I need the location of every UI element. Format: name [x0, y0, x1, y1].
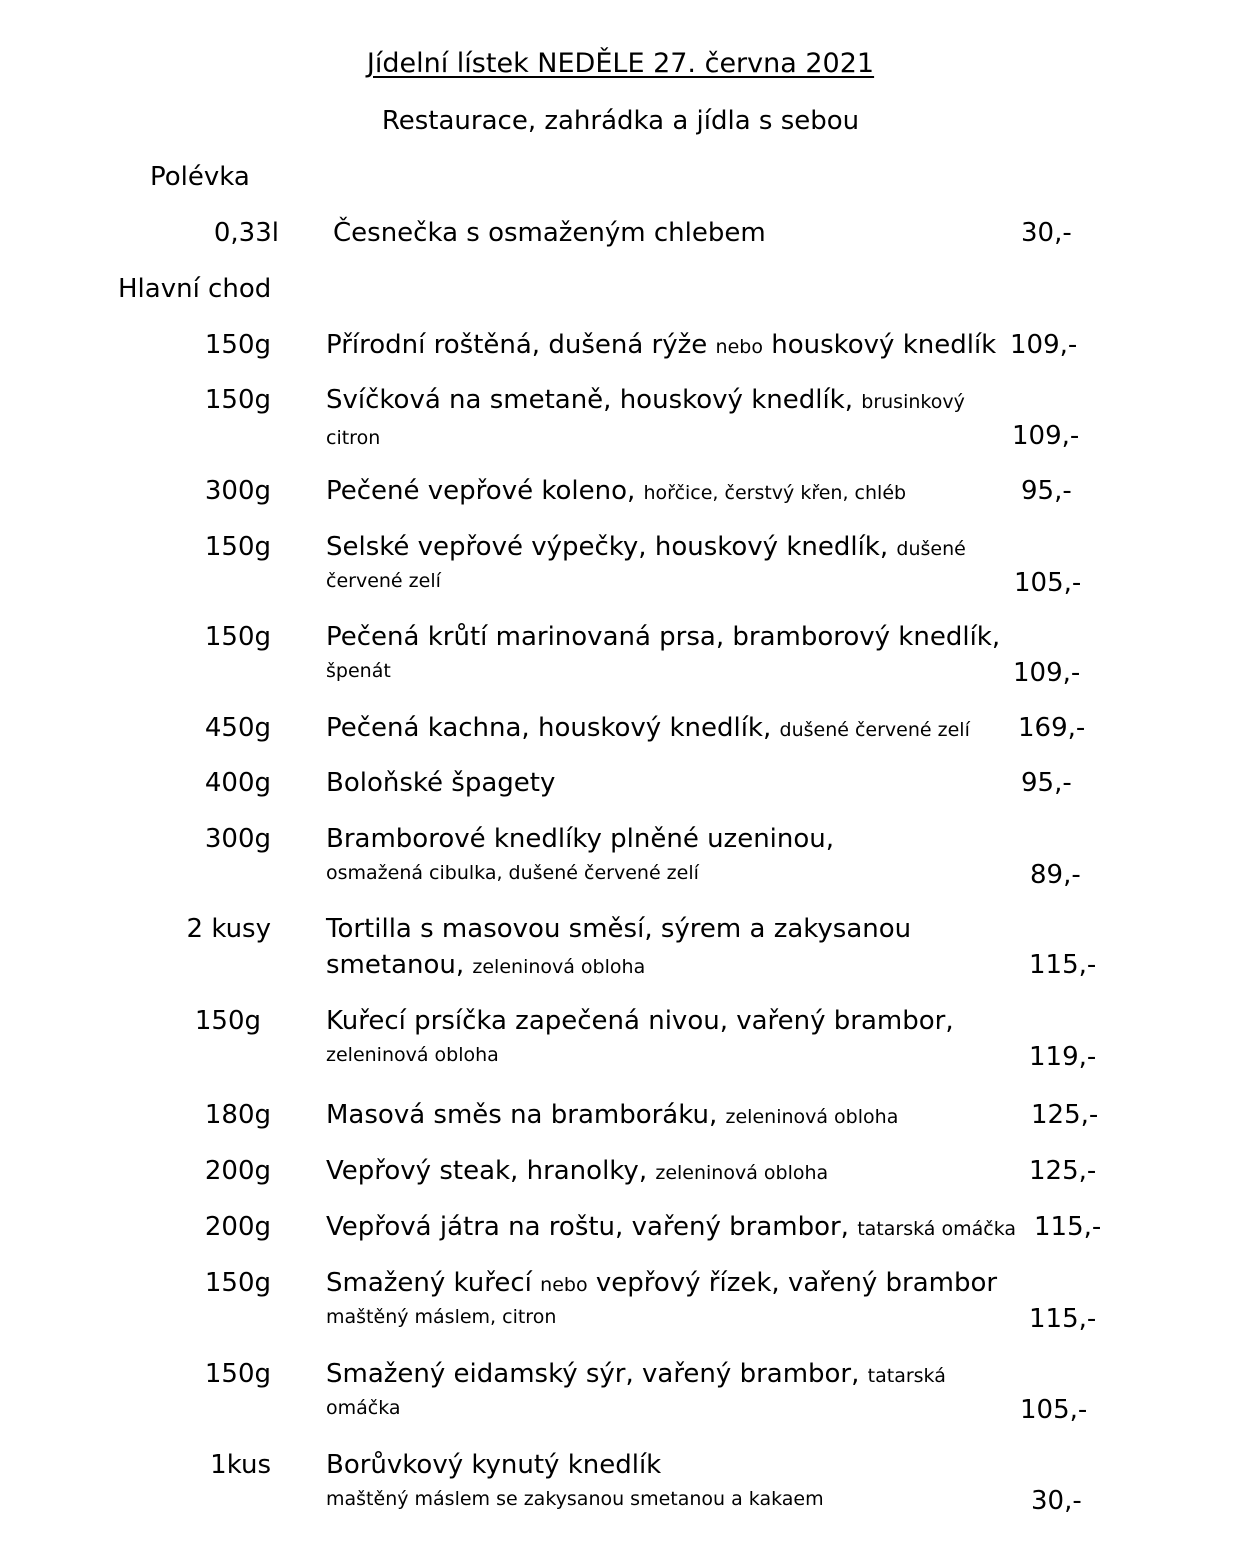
menu-item — [0, 1359, 1241, 1439]
item-quantity: 200g — [204, 1156, 271, 1186]
menu-item — [0, 1006, 1241, 1086]
item-name: Selské vepřové výpečky, houskový knedlík, dušené — [326, 532, 966, 562]
item-name: Vepřový steak, hranolky, zeleninová obloha — [326, 1156, 829, 1186]
item-side: osmažená cibulka, dušené červené zelí — [326, 862, 699, 884]
item-name: Kuřecí prsíčka zapečená nivou, vařený brambor, — [326, 1006, 954, 1036]
item-price: 30,- — [1031, 1486, 1082, 1516]
item-quantity: 150g — [194, 1006, 261, 1036]
item-price: 95,- — [1021, 768, 1072, 798]
item-quantity: 300g — [204, 476, 271, 506]
item-quantity: 200g — [204, 1212, 271, 1242]
item-name: Vepřová játra na roštu, vařený brambor, tatarská omáčka — [326, 1212, 1017, 1242]
item-quantity: 2 kusy — [186, 914, 271, 944]
item-side: maštěný máslem se zakysanou smetanou a kakaem — [326, 1488, 824, 1510]
item-name: Svíčková na smetaně, houskový knedlík, brusinkový — [326, 385, 965, 415]
item-side: smetanou, zeleninová obloha — [326, 950, 646, 980]
menu-item — [0, 824, 1241, 904]
item-name: Bramborové knedlíky plněné uzeninou, — [326, 824, 835, 854]
item-quantity: 300g — [204, 824, 271, 854]
item-name: Přírodní roštěná, dušená rýže nebo houskový knedlík — [326, 330, 997, 360]
item-side: zeleninová obloha — [326, 1044, 499, 1066]
item-price: 95,- — [1021, 476, 1072, 506]
item-quantity: 400g — [204, 768, 271, 798]
item-name: Smažený eidamský sýr, vařený brambor, tatarská — [326, 1359, 946, 1389]
item-price: 115,- — [1034, 1212, 1102, 1242]
item-price: 105,- — [1020, 1395, 1088, 1425]
item-quantity: 150g — [204, 622, 271, 652]
item-name: Pečené vepřové koleno, hořčice, čerstvý křen, chléb — [326, 476, 907, 506]
menu-item — [0, 1450, 1241, 1530]
item-name: Pečená kachna, houskový knedlík, dušené červené zelí — [326, 713, 970, 743]
item-price: 115,- — [1029, 950, 1097, 980]
item-side: maštěný máslem, citron — [326, 1306, 557, 1328]
item-quantity: 450g — [204, 713, 271, 743]
item-side: citron — [326, 427, 381, 449]
item-name: Tortilla s masovou směsí, sýrem a zakysanou — [326, 914, 912, 944]
item-name: Pečená krůtí marinovaná prsa, bramborový knedlík, — [326, 622, 1001, 652]
item-quantity: 150g — [204, 330, 271, 360]
menu-item — [0, 1268, 1241, 1348]
item-price: 109,- — [1013, 658, 1081, 688]
item-side: špenát — [326, 660, 391, 682]
item-name: Masová směs na bramboráku, zeleninová obloha — [326, 1100, 899, 1130]
item-price: 109,- — [1012, 421, 1080, 451]
item-quantity: 180g — [204, 1100, 271, 1130]
item-price: 125,- — [1031, 1100, 1099, 1130]
item-name: Smažený kuřecí nebo vepřový řízek, vařený brambor — [326, 1268, 998, 1298]
item-quantity: 1kus — [210, 1450, 271, 1480]
section-heading-soup: Polévka — [150, 162, 250, 192]
item-price: 119,- — [1029, 1042, 1097, 1072]
item-price: 115,- — [1029, 1304, 1097, 1334]
menu-item — [0, 532, 1241, 612]
item-quantity: 150g — [204, 385, 271, 415]
item-price: 30,- — [1021, 218, 1072, 248]
item-quantity: 150g — [204, 532, 271, 562]
item-price: 89,- — [1030, 860, 1081, 890]
item-name: Česnečka s osmaženým chlebem — [333, 218, 766, 248]
item-quantity: 150g — [204, 1359, 271, 1389]
item-name: Boloňské špagety — [326, 768, 556, 798]
menu-item — [0, 914, 1241, 994]
menu-item — [0, 622, 1241, 702]
item-price: 109,- — [1010, 330, 1078, 360]
item-price: 105,- — [1014, 568, 1082, 598]
item-price: 169,- — [1018, 713, 1086, 743]
item-side: omáčka — [326, 1397, 401, 1419]
item-quantity: 0,33l — [213, 218, 279, 248]
item-side: červené zelí — [326, 570, 441, 592]
item-quantity: 150g — [204, 1268, 271, 1298]
section-heading-main: Hlavní chod — [118, 274, 272, 304]
menu-subtitle: Restaurace, zahrádka a jídla s sebou — [381, 106, 860, 136]
menu-item — [0, 385, 1241, 465]
menu-title: Jídelní lístek NEDĚLE 27. června 2021 — [366, 48, 875, 79]
item-name: Borůvkový kynutý knedlík — [326, 1450, 662, 1480]
item-price: 125,- — [1029, 1156, 1097, 1186]
